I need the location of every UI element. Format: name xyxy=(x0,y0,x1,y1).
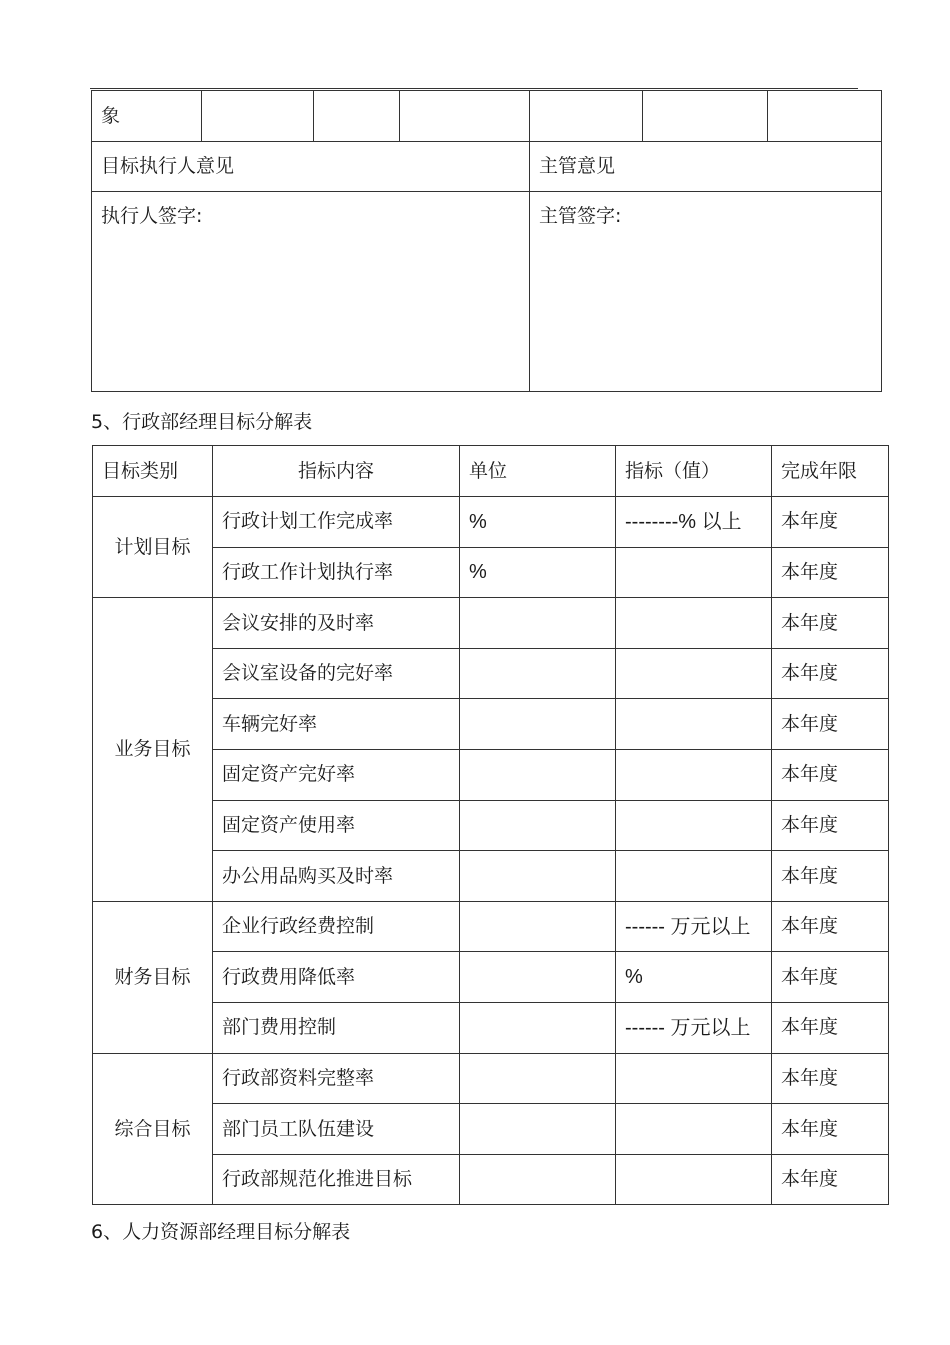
category-cell: 财务目标 xyxy=(93,901,213,1053)
content-cell: 部门费用控制 xyxy=(213,1002,460,1053)
table-row xyxy=(93,497,889,548)
category-cell: 综合目标 xyxy=(93,1053,213,1205)
unit-cell xyxy=(460,800,616,851)
content-cell: 固定资产使用率 xyxy=(213,800,460,851)
content-cell: 行政费用降低率 xyxy=(213,952,460,1003)
table-row xyxy=(93,648,889,699)
unit-cell xyxy=(460,1053,616,1104)
table-row xyxy=(93,800,889,851)
empty-cell xyxy=(643,91,768,142)
unit-cell: % xyxy=(460,547,616,598)
table-row xyxy=(93,749,889,800)
empty-cell xyxy=(400,91,530,142)
deadline-cell: 本年度 xyxy=(772,699,889,750)
executor-signature-field[interactable]: 执行人签字: xyxy=(92,192,530,392)
target-cell xyxy=(616,598,772,649)
table-row xyxy=(93,901,889,952)
admin-goal-table xyxy=(92,445,889,1205)
target-cell xyxy=(616,851,772,902)
deadline-cell: 本年度 xyxy=(772,800,889,851)
content-cell: 办公用品购买及时率 xyxy=(213,851,460,902)
target-cell xyxy=(616,749,772,800)
deadline-cell: 本年度 xyxy=(772,648,889,699)
category-cell: 业务目标 xyxy=(93,598,213,902)
deadline-cell: 本年度 xyxy=(772,901,889,952)
top-rule xyxy=(90,88,858,89)
column-header: 指标（值） xyxy=(616,446,772,497)
table-row xyxy=(93,547,889,598)
deadline-cell: 本年度 xyxy=(772,598,889,649)
target-cell: ------ 万元以上 xyxy=(616,1002,772,1053)
deadline-cell: 本年度 xyxy=(772,1104,889,1155)
deadline-cell: 本年度 xyxy=(772,1002,889,1053)
target-cell xyxy=(616,1154,772,1205)
unit-cell xyxy=(460,1104,616,1155)
target-cell xyxy=(616,547,772,598)
content-cell: 行政计划工作完成率 xyxy=(213,497,460,548)
content-cell: 行政部规范化推进目标 xyxy=(213,1154,460,1205)
column-header: 指标内容 xyxy=(213,446,460,497)
content-cell: 会议安排的及时率 xyxy=(213,598,460,649)
empty-cell xyxy=(530,91,643,142)
table-row xyxy=(93,598,889,649)
content-cell: 行政部资料完整率 xyxy=(213,1053,460,1104)
table-row xyxy=(93,1002,889,1053)
signoff-table xyxy=(91,90,882,392)
content-cell: 车辆完好率 xyxy=(213,699,460,750)
unit-cell xyxy=(460,648,616,699)
unit-cell xyxy=(460,699,616,750)
row-label-cell: 象 xyxy=(92,91,202,142)
target-cell: ------ 万元以上 xyxy=(616,901,772,952)
table-row xyxy=(93,952,889,1003)
empty-cell xyxy=(314,91,400,142)
empty-cell xyxy=(768,91,882,142)
content-cell: 固定资产完好率 xyxy=(213,749,460,800)
deadline-cell: 本年度 xyxy=(772,497,889,548)
category-cell: 计划目标 xyxy=(93,497,213,598)
supervisor-opinion-label: 主管意见 xyxy=(530,142,882,192)
table-row xyxy=(93,1154,889,1205)
table-row xyxy=(93,699,889,750)
empty-cell xyxy=(202,91,314,142)
table-row xyxy=(92,142,882,192)
unit-cell xyxy=(460,901,616,952)
unit-cell xyxy=(460,1002,616,1053)
column-header: 单位 xyxy=(460,446,616,497)
unit-cell xyxy=(460,1154,616,1205)
target-cell: % xyxy=(616,952,772,1003)
table-row xyxy=(93,1104,889,1155)
executor-opinion-label: 目标执行人意见 xyxy=(92,142,530,192)
table-row xyxy=(92,192,882,392)
target-cell xyxy=(616,800,772,851)
section-heading: 5、行政部经理目标分解表 xyxy=(91,411,313,433)
table-row xyxy=(93,851,889,902)
deadline-cell: 本年度 xyxy=(772,952,889,1003)
target-cell xyxy=(616,1053,772,1104)
deadline-cell: 本年度 xyxy=(772,749,889,800)
table-row xyxy=(92,91,882,142)
deadline-cell: 本年度 xyxy=(772,1154,889,1205)
target-cell xyxy=(616,699,772,750)
content-cell: 企业行政经费控制 xyxy=(213,901,460,952)
content-cell: 部门员工队伍建设 xyxy=(213,1104,460,1155)
deadline-cell: 本年度 xyxy=(772,851,889,902)
deadline-cell: 本年度 xyxy=(772,1053,889,1104)
unit-cell xyxy=(460,851,616,902)
table-row xyxy=(93,1053,889,1104)
unit-cell xyxy=(460,598,616,649)
deadline-cell: 本年度 xyxy=(772,547,889,598)
target-cell xyxy=(616,1104,772,1155)
section-heading: 6、人力资源部经理目标分解表 xyxy=(91,1221,351,1243)
unit-cell xyxy=(460,749,616,800)
column-header: 目标类别 xyxy=(93,446,213,497)
column-header: 完成年限 xyxy=(772,446,889,497)
table-header-row xyxy=(93,446,889,497)
content-cell: 会议室设备的完好率 xyxy=(213,648,460,699)
unit-cell: % xyxy=(460,497,616,548)
target-cell: --------% 以上 xyxy=(616,497,772,548)
supervisor-signature-field[interactable]: 主管签字: xyxy=(530,192,882,392)
unit-cell xyxy=(460,952,616,1003)
content-cell: 行政工作计划执行率 xyxy=(213,547,460,598)
target-cell xyxy=(616,648,772,699)
